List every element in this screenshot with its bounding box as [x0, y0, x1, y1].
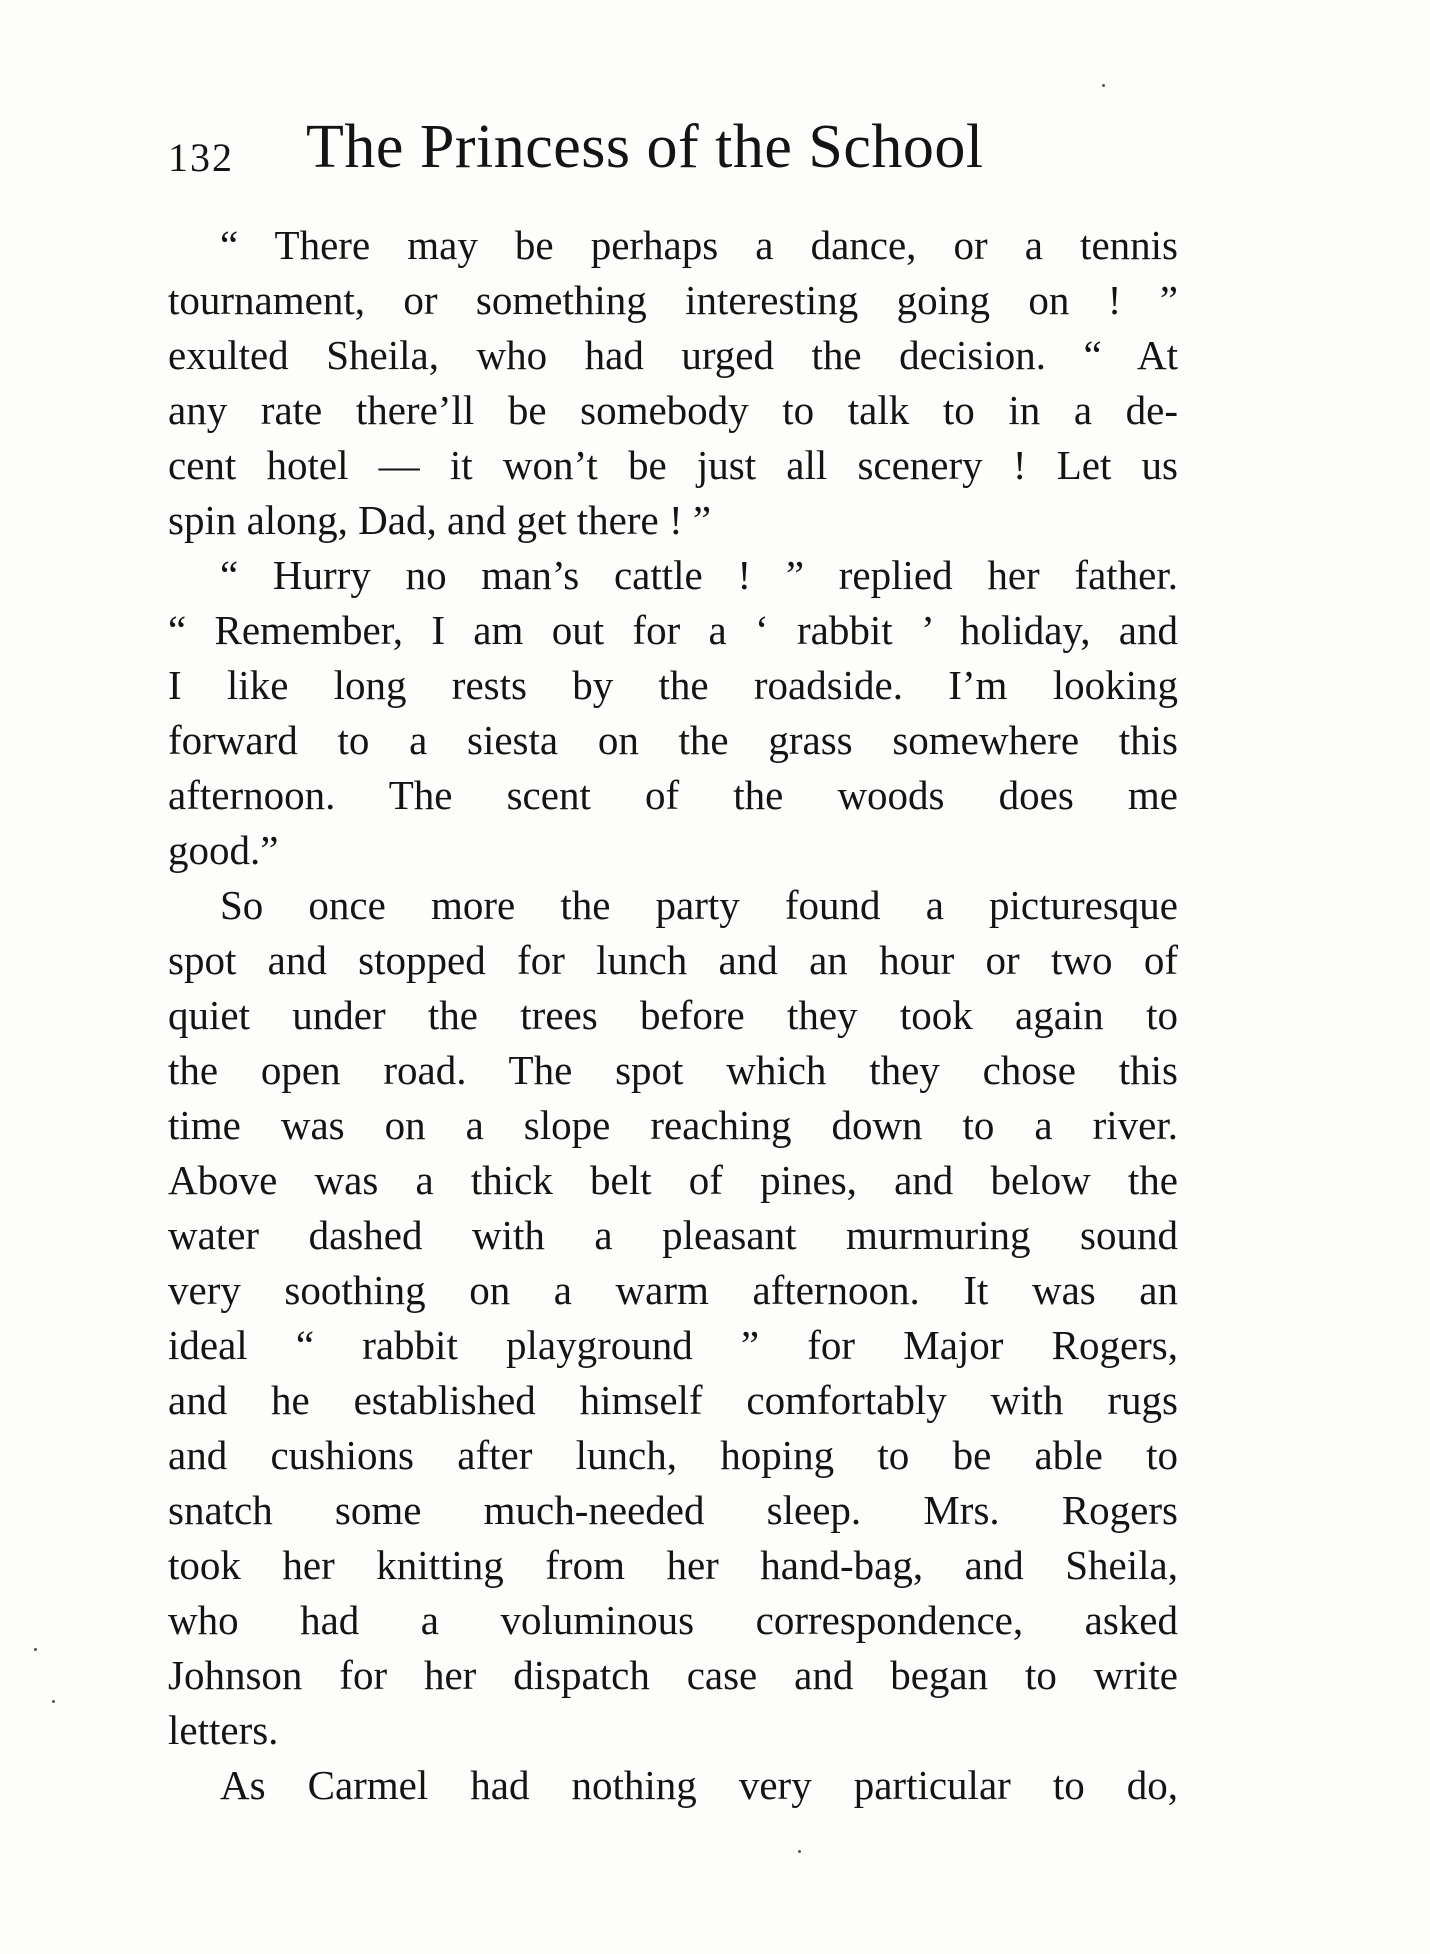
text-line: time was on a slope reaching down to a river. [168, 1102, 1178, 1148]
text-line: ideal “ rabbit playground ” for Major Rogers, [168, 1322, 1178, 1368]
text-line: exulted Sheila, who had urged the decision. “ At [168, 332, 1178, 378]
text-line: who had a voluminous correspondence, asked [168, 1597, 1178, 1643]
book-title: The Princess of the School [306, 113, 984, 181]
text-line: spin along, Dad, and get there ! ” [168, 497, 712, 543]
text-line: “ Hurry no man’s cattle ! ” replied her father. [220, 552, 1178, 598]
text-line: good.” [168, 827, 279, 873]
text-line: afternoon. The scent of the woods does me [168, 772, 1178, 818]
text-line: forward to a siesta on the grass somewhere this [168, 717, 1178, 763]
text-line: letters. [168, 1707, 279, 1753]
text-line: Johnson for her dispatch case and began to write [168, 1652, 1178, 1698]
text-line: spot and stopped for lunch and an hour or two of [168, 937, 1178, 983]
text-line: and cushions after lunch, hoping to be able to [168, 1432, 1178, 1478]
text-line: water dashed with a pleasant murmuring sound [168, 1212, 1178, 1258]
text-line: the open road. The spot which they chose this [168, 1047, 1178, 1093]
text-line: tournament, or something interesting going on ! ” [168, 277, 1178, 323]
text-line: and he established himself comfortably with rugs [168, 1377, 1178, 1423]
text-line: I like long rests by the roadside. I’m looking [168, 662, 1178, 708]
text-line: snatch some much-needed sleep. Mrs. Rogers [168, 1487, 1178, 1533]
text-line: As Carmel had nothing very particular to do, [220, 1762, 1178, 1808]
text-line: So once more the party found a picturesque [220, 882, 1178, 928]
text-line: “ Remember, I am out for a ‘ rabbit ’ holiday, and [168, 607, 1178, 653]
text-line: Above was a thick belt of pines, and below the [168, 1157, 1178, 1203]
body-text [168, 218, 1178, 1813]
text-line: very soothing on a warm afternoon. It was an [168, 1267, 1178, 1313]
scan-speck [34, 1648, 37, 1651]
text-line: any rate there’ll be somebody to talk to in a de- [168, 387, 1178, 433]
text-line: cent hotel — it won’t be just all scenery ! Let us [168, 442, 1178, 488]
text-line: quiet under the trees before they took again to [168, 992, 1178, 1038]
scan-speck [1102, 84, 1105, 87]
page-number: 132 [168, 135, 234, 180]
running-head [168, 112, 1178, 192]
text-line: “ There may be perhaps a dance, or a tennis [220, 222, 1178, 268]
scan-speck [798, 1850, 801, 1853]
text-line: took her knitting from her hand-bag, and Sheila, [168, 1542, 1178, 1588]
scan-speck [52, 1700, 55, 1703]
